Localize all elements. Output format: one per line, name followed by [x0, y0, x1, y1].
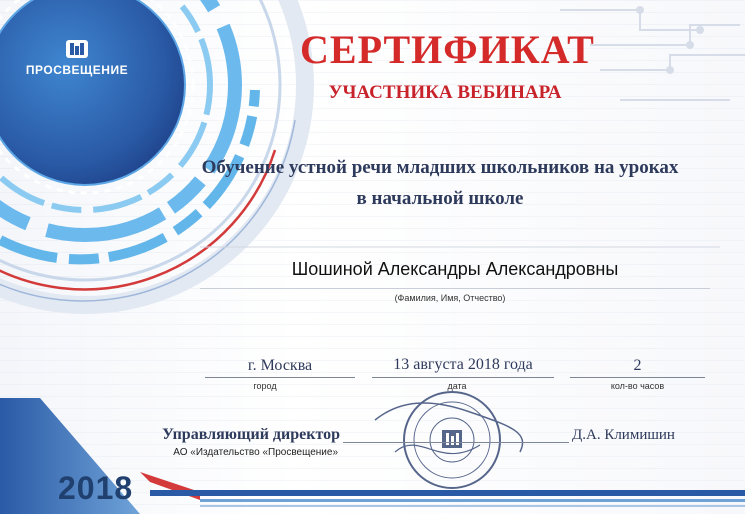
- year-label: 2018: [58, 470, 134, 506]
- hours-value: 2: [633, 357, 642, 374]
- date-caption: дата: [447, 381, 467, 391]
- logo-emblem-icon: [66, 40, 88, 58]
- city-value: г. Москва: [247, 357, 313, 374]
- city-underline: [205, 377, 355, 378]
- certificate-title: СЕРТИФИКАТ: [300, 27, 595, 72]
- date-underline: [372, 377, 554, 378]
- name-underline: [200, 288, 710, 289]
- logo-text: ПРОСВЕЩЕНИЕ: [25, 63, 129, 77]
- hours-caption: кол-во часов: [610, 381, 665, 391]
- organization-name: АО «Издательство «Просвещение»: [173, 447, 338, 458]
- signatory-role: Управляющий директор: [162, 426, 340, 443]
- participant-name-caption: (Фамилия, Имя, Отчество): [394, 293, 506, 303]
- webinar-topic: [170, 152, 710, 214]
- participant-name: Шошиной Александры Александровны: [291, 259, 619, 279]
- signature-line: [343, 442, 569, 443]
- city-caption: город: [253, 381, 277, 391]
- hours-underline: [570, 377, 705, 378]
- stamp-seal: [375, 392, 523, 488]
- signatory-name: Д.А. Климишин: [572, 427, 675, 443]
- certificate-subtitle: УЧАСТНИКА ВЕБИНАРА: [328, 82, 562, 103]
- webinar-topic-line-2: в начальной школе: [356, 188, 524, 209]
- date-value: 13 августа 2018 года: [393, 356, 533, 373]
- webinar-topic-line-1: Обучение устной речи младших школьников на уроках: [201, 157, 679, 178]
